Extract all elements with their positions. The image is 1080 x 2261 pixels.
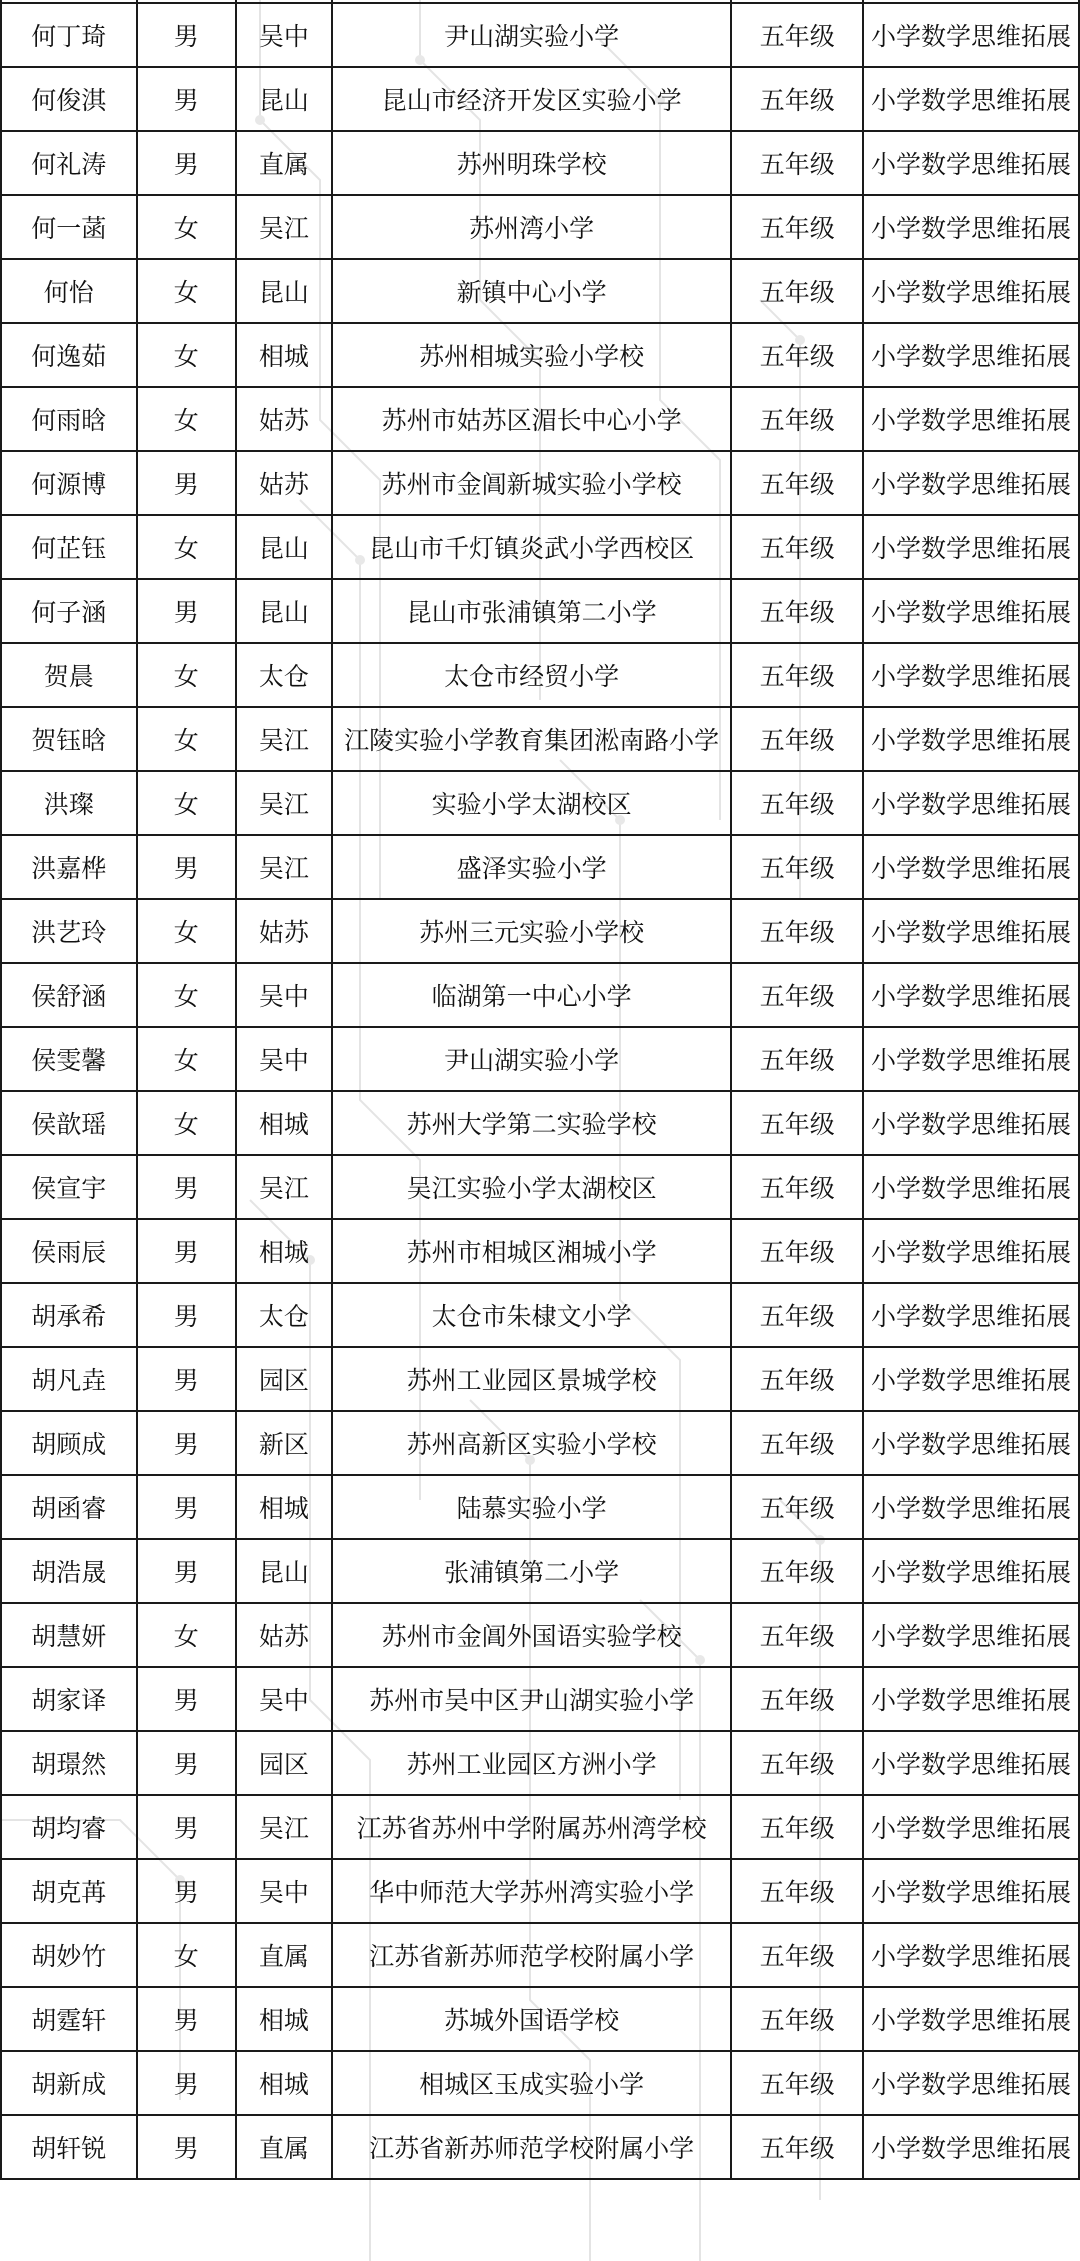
cell-subject: 小学数学思维拓展 bbox=[863, 1667, 1079, 1731]
cell-school: 苏州市相城区湘城小学 bbox=[332, 1219, 732, 1283]
cell-district: 吴江 bbox=[236, 771, 332, 835]
table-row bbox=[1, 451, 1079, 515]
cell-name: 何怡 bbox=[1, 259, 137, 323]
cell-subject: 小学数学思维拓展 bbox=[863, 387, 1079, 451]
cell-district: 吴中 bbox=[236, 3, 332, 67]
cell-name: 胡新成 bbox=[1, 2051, 137, 2115]
cell-gender: 男 bbox=[137, 131, 236, 195]
cell-district: 吴江 bbox=[236, 195, 332, 259]
table-row bbox=[1, 579, 1079, 643]
cell-grade: 五年级 bbox=[731, 707, 863, 771]
cell-school: 苏州市金阊新城实验小学校 bbox=[332, 451, 732, 515]
cell-name: 侯宣宇 bbox=[1, 1155, 137, 1219]
cell-name: 洪艺玲 bbox=[1, 899, 137, 963]
cell-grade: 五年级 bbox=[731, 1475, 863, 1539]
cell-grade: 五年级 bbox=[731, 1667, 863, 1731]
cell-district: 太仓 bbox=[236, 643, 332, 707]
cell-gender: 男 bbox=[137, 1859, 236, 1923]
cell-name: 胡浩晟 bbox=[1, 1539, 137, 1603]
cell-school: 新镇中心小学 bbox=[332, 259, 732, 323]
table-row bbox=[1, 515, 1079, 579]
cell-gender: 男 bbox=[137, 67, 236, 131]
cell-name: 贺晨 bbox=[1, 643, 137, 707]
cell-grade: 五年级 bbox=[731, 643, 863, 707]
cell-school: 苏州工业园区方洲小学 bbox=[332, 1731, 732, 1795]
table-row bbox=[1, 771, 1079, 835]
cell-subject: 小学数学思维拓展 bbox=[863, 67, 1079, 131]
cell-school: 苏州大学第二实验学校 bbox=[332, 1091, 732, 1155]
table-row bbox=[1, 259, 1079, 323]
table-row bbox=[1, 1731, 1079, 1795]
cell-name: 胡均睿 bbox=[1, 1795, 137, 1859]
cell-school: 苏州市金阊外国语实验学校 bbox=[332, 1603, 732, 1667]
cell-grade: 五年级 bbox=[731, 1603, 863, 1667]
cell-school: 苏州湾小学 bbox=[332, 195, 732, 259]
cell-gender: 男 bbox=[137, 451, 236, 515]
table-row bbox=[1, 3, 1079, 67]
cell-subject: 小学数学思维拓展 bbox=[863, 1539, 1079, 1603]
cell-gender: 女 bbox=[137, 643, 236, 707]
cell-name: 胡慧妍 bbox=[1, 1603, 137, 1667]
cell-subject: 小学数学思维拓展 bbox=[863, 1027, 1079, 1091]
cell-grade: 五年级 bbox=[731, 1219, 863, 1283]
cell-district: 吴江 bbox=[236, 835, 332, 899]
cell-district: 昆山 bbox=[236, 67, 332, 131]
table-row bbox=[1, 707, 1079, 771]
cell-school: 苏州明珠学校 bbox=[332, 131, 732, 195]
cell-name: 何逸茹 bbox=[1, 323, 137, 387]
table-row bbox=[1, 835, 1079, 899]
cell-grade: 五年级 bbox=[731, 259, 863, 323]
cell-district: 吴江 bbox=[236, 1795, 332, 1859]
cell-district: 昆山 bbox=[236, 1539, 332, 1603]
cell-gender: 女 bbox=[137, 323, 236, 387]
table-row bbox=[1, 1923, 1079, 1987]
cell-district: 姑苏 bbox=[236, 451, 332, 515]
cell-district: 相城 bbox=[236, 1987, 332, 2051]
cell-subject: 小学数学思维拓展 bbox=[863, 707, 1079, 771]
cell-grade: 五年级 bbox=[731, 1347, 863, 1411]
cell-school: 实验小学太湖校区 bbox=[332, 771, 732, 835]
cell-name: 侯雨辰 bbox=[1, 1219, 137, 1283]
cell-district: 直属 bbox=[236, 1923, 332, 1987]
cell-name: 何俊淇 bbox=[1, 67, 137, 131]
cell-district: 相城 bbox=[236, 1091, 332, 1155]
cell-school: 吴江实验小学太湖校区 bbox=[332, 1155, 732, 1219]
cell-grade: 五年级 bbox=[731, 1731, 863, 1795]
cell-gender: 女 bbox=[137, 771, 236, 835]
table-row bbox=[1, 1667, 1079, 1731]
cell-subject: 小学数学思维拓展 bbox=[863, 1603, 1079, 1667]
cell-subject: 小学数学思维拓展 bbox=[863, 2051, 1079, 2115]
cell-school: 临湖第一中心小学 bbox=[332, 963, 732, 1027]
roster-body bbox=[1, 0, 1079, 2179]
cell-grade: 五年级 bbox=[731, 67, 863, 131]
cell-grade: 五年级 bbox=[731, 1027, 863, 1091]
cell-name: 胡承希 bbox=[1, 1283, 137, 1347]
cell-gender: 男 bbox=[137, 1347, 236, 1411]
table-row bbox=[1, 195, 1079, 259]
cell-district: 直属 bbox=[236, 131, 332, 195]
cell-subject: 小学数学思维拓展 bbox=[863, 1731, 1079, 1795]
cell-name: 胡顾成 bbox=[1, 1411, 137, 1475]
cell-name: 贺钰晗 bbox=[1, 707, 137, 771]
cell-school: 张浦镇第二小学 bbox=[332, 1539, 732, 1603]
cell-gender: 男 bbox=[137, 1667, 236, 1731]
cell-grade: 五年级 bbox=[731, 579, 863, 643]
cell-subject: 小学数学思维拓展 bbox=[863, 131, 1079, 195]
cell-gender: 女 bbox=[137, 195, 236, 259]
cell-gender: 女 bbox=[137, 1091, 236, 1155]
cell-gender: 男 bbox=[137, 2115, 236, 2179]
cell-grade: 五年级 bbox=[731, 1283, 863, 1347]
cell-grade: 五年级 bbox=[731, 1795, 863, 1859]
cell-district: 昆山 bbox=[236, 579, 332, 643]
cell-subject: 小学数学思维拓展 bbox=[863, 323, 1079, 387]
cell-district: 园区 bbox=[236, 1731, 332, 1795]
cell-district: 园区 bbox=[236, 1347, 332, 1411]
cell-school: 江苏省新苏师范学校附属小学 bbox=[332, 1923, 732, 1987]
cell-subject: 小学数学思维拓展 bbox=[863, 835, 1079, 899]
table-row bbox=[1, 1475, 1079, 1539]
cell-gender: 女 bbox=[137, 387, 236, 451]
cell-district: 姑苏 bbox=[236, 1603, 332, 1667]
cell-name: 胡霆轩 bbox=[1, 1987, 137, 2051]
cell-subject: 小学数学思维拓展 bbox=[863, 1283, 1079, 1347]
cell-subject: 小学数学思维拓展 bbox=[863, 1795, 1079, 1859]
table-row bbox=[1, 1283, 1079, 1347]
cell-gender: 男 bbox=[137, 835, 236, 899]
cell-gender: 女 bbox=[137, 707, 236, 771]
cell-name: 何芷钰 bbox=[1, 515, 137, 579]
cell-subject: 小学数学思维拓展 bbox=[863, 259, 1079, 323]
cell-subject: 小学数学思维拓展 bbox=[863, 3, 1079, 67]
cell-name: 何子涵 bbox=[1, 579, 137, 643]
cell-grade: 五年级 bbox=[731, 387, 863, 451]
cell-gender: 女 bbox=[137, 259, 236, 323]
table-row bbox=[1, 899, 1079, 963]
cell-subject: 小学数学思维拓展 bbox=[863, 451, 1079, 515]
table-row bbox=[1, 131, 1079, 195]
table-row bbox=[1, 1987, 1079, 2051]
cell-name: 胡家译 bbox=[1, 1667, 137, 1731]
cell-district: 吴中 bbox=[236, 963, 332, 1027]
cell-grade: 五年级 bbox=[731, 899, 863, 963]
cell-school: 江苏省苏州中学附属苏州湾学校 bbox=[332, 1795, 732, 1859]
cell-gender: 男 bbox=[137, 1283, 236, 1347]
table-row bbox=[1, 1859, 1079, 1923]
cell-subject: 小学数学思维拓展 bbox=[863, 643, 1079, 707]
cell-district: 相城 bbox=[236, 323, 332, 387]
cell-district: 相城 bbox=[236, 2051, 332, 2115]
cell-name: 何源博 bbox=[1, 451, 137, 515]
cell-district: 姑苏 bbox=[236, 387, 332, 451]
cell-school: 苏州市姑苏区湄长中心小学 bbox=[332, 387, 732, 451]
cell-gender: 男 bbox=[137, 1795, 236, 1859]
cell-name: 胡轩锐 bbox=[1, 2115, 137, 2179]
cell-grade: 五年级 bbox=[731, 1155, 863, 1219]
cell-name: 侯歆瑶 bbox=[1, 1091, 137, 1155]
cell-district: 相城 bbox=[236, 1219, 332, 1283]
cell-grade: 五年级 bbox=[731, 1923, 863, 1987]
table-row bbox=[1, 2051, 1079, 2115]
table-row bbox=[1, 1795, 1079, 1859]
table-row bbox=[1, 643, 1079, 707]
table-row bbox=[1, 963, 1079, 1027]
cell-subject: 小学数学思维拓展 bbox=[863, 1411, 1079, 1475]
cell-district: 昆山 bbox=[236, 515, 332, 579]
table-row bbox=[1, 1539, 1079, 1603]
cell-district: 吴中 bbox=[236, 1027, 332, 1091]
table-row bbox=[1, 387, 1079, 451]
cell-subject: 小学数学思维拓展 bbox=[863, 1155, 1079, 1219]
cell-name: 洪嘉桦 bbox=[1, 835, 137, 899]
cell-subject: 小学数学思维拓展 bbox=[863, 1859, 1079, 1923]
cell-subject: 小学数学思维拓展 bbox=[863, 579, 1079, 643]
cell-grade: 五年级 bbox=[731, 195, 863, 259]
cell-grade: 五年级 bbox=[731, 835, 863, 899]
cell-grade: 五年级 bbox=[731, 1411, 863, 1475]
cell-gender: 男 bbox=[137, 1731, 236, 1795]
cell-subject: 小学数学思维拓展 bbox=[863, 195, 1079, 259]
cell-grade: 五年级 bbox=[731, 131, 863, 195]
table-row bbox=[1, 1347, 1079, 1411]
cell-school: 太仓市经贸小学 bbox=[332, 643, 732, 707]
cell-name: 胡凡垚 bbox=[1, 1347, 137, 1411]
cell-school: 华中师范大学苏州湾实验小学 bbox=[332, 1859, 732, 1923]
cell-gender: 男 bbox=[137, 1155, 236, 1219]
cell-subject: 小学数学思维拓展 bbox=[863, 1923, 1079, 1987]
cell-gender: 女 bbox=[137, 1027, 236, 1091]
cell-grade: 五年级 bbox=[731, 1859, 863, 1923]
cell-district: 太仓 bbox=[236, 1283, 332, 1347]
cell-subject: 小学数学思维拓展 bbox=[863, 515, 1079, 579]
cell-subject: 小学数学思维拓展 bbox=[863, 2115, 1079, 2179]
cell-school: 昆山市千灯镇炎武小学西校区 bbox=[332, 515, 732, 579]
cell-school: 苏州市吴中区尹山湖实验小学 bbox=[332, 1667, 732, 1731]
cell-name: 侯雯馨 bbox=[1, 1027, 137, 1091]
cell-gender: 男 bbox=[137, 1987, 236, 2051]
cell-grade: 五年级 bbox=[731, 515, 863, 579]
cell-gender: 女 bbox=[137, 963, 236, 1027]
cell-school: 尹山湖实验小学 bbox=[332, 3, 732, 67]
cell-subject: 小学数学思维拓展 bbox=[863, 1091, 1079, 1155]
cell-school: 苏州三元实验小学校 bbox=[332, 899, 732, 963]
cell-grade: 五年级 bbox=[731, 451, 863, 515]
cell-gender: 女 bbox=[137, 1603, 236, 1667]
cell-name: 洪璨 bbox=[1, 771, 137, 835]
cell-school: 苏州工业园区景城学校 bbox=[332, 1347, 732, 1411]
table-row bbox=[1, 1155, 1079, 1219]
cell-school: 苏州高新区实验小学校 bbox=[332, 1411, 732, 1475]
cell-school: 江陵实验小学教育集团淞南路小学 bbox=[332, 707, 732, 771]
cell-school: 太仓市朱棣文小学 bbox=[332, 1283, 732, 1347]
table-row bbox=[1, 1603, 1079, 1667]
cell-grade: 五年级 bbox=[731, 1539, 863, 1603]
table-row bbox=[1, 67, 1079, 131]
cell-grade: 五年级 bbox=[731, 2051, 863, 2115]
table-row bbox=[1, 323, 1079, 387]
table-row bbox=[1, 1091, 1079, 1155]
cell-gender: 男 bbox=[137, 3, 236, 67]
cell-grade: 五年级 bbox=[731, 323, 863, 387]
cell-name: 胡函睿 bbox=[1, 1475, 137, 1539]
cell-subject: 小学数学思维拓展 bbox=[863, 1219, 1079, 1283]
cell-gender: 男 bbox=[137, 579, 236, 643]
cell-subject: 小学数学思维拓展 bbox=[863, 771, 1079, 835]
cell-gender: 女 bbox=[137, 899, 236, 963]
cell-school: 尹山湖实验小学 bbox=[332, 1027, 732, 1091]
cell-name: 侯舒涵 bbox=[1, 963, 137, 1027]
cell-grade: 五年级 bbox=[731, 1091, 863, 1155]
cell-grade: 五年级 bbox=[731, 2115, 863, 2179]
cell-school: 盛泽实验小学 bbox=[332, 835, 732, 899]
cell-grade: 五年级 bbox=[731, 1987, 863, 2051]
cell-school: 昆山市经济开发区实验小学 bbox=[332, 67, 732, 131]
cell-gender: 男 bbox=[137, 1539, 236, 1603]
cell-subject: 小学数学思维拓展 bbox=[863, 963, 1079, 1027]
cell-gender: 男 bbox=[137, 1411, 236, 1475]
cell-district: 吴江 bbox=[236, 1155, 332, 1219]
cell-school: 苏州相城实验小学校 bbox=[332, 323, 732, 387]
cell-name: 何礼涛 bbox=[1, 131, 137, 195]
cell-name: 何丁琦 bbox=[1, 3, 137, 67]
cell-school: 江苏省新苏师范学校附属小学 bbox=[332, 2115, 732, 2179]
cell-grade: 五年级 bbox=[731, 771, 863, 835]
cell-name: 胡璟然 bbox=[1, 1731, 137, 1795]
cell-school: 苏城外国语学校 bbox=[332, 1987, 732, 2051]
cell-district: 新区 bbox=[236, 1411, 332, 1475]
cell-district: 吴中 bbox=[236, 1859, 332, 1923]
cell-gender: 女 bbox=[137, 515, 236, 579]
cell-district: 直属 bbox=[236, 2115, 332, 2179]
cell-name: 何雨晗 bbox=[1, 387, 137, 451]
cell-district: 吴江 bbox=[236, 707, 332, 771]
cell-school: 陆慕实验小学 bbox=[332, 1475, 732, 1539]
cell-subject: 小学数学思维拓展 bbox=[863, 1347, 1079, 1411]
cell-name: 胡克苒 bbox=[1, 1859, 137, 1923]
table-row bbox=[1, 1027, 1079, 1091]
cell-gender: 男 bbox=[137, 1219, 236, 1283]
cell-school: 昆山市张浦镇第二小学 bbox=[332, 579, 732, 643]
cell-grade: 五年级 bbox=[731, 3, 863, 67]
table-row bbox=[1, 1411, 1079, 1475]
cell-gender: 男 bbox=[137, 1475, 236, 1539]
cell-gender: 男 bbox=[137, 2051, 236, 2115]
cell-name: 何一菡 bbox=[1, 195, 137, 259]
cell-district: 相城 bbox=[236, 1475, 332, 1539]
cell-subject: 小学数学思维拓展 bbox=[863, 1987, 1079, 2051]
cell-district: 昆山 bbox=[236, 259, 332, 323]
table-row bbox=[1, 2115, 1079, 2179]
cell-name: 胡妙竹 bbox=[1, 1923, 137, 1987]
cell-subject: 小学数学思维拓展 bbox=[863, 1475, 1079, 1539]
cell-district: 姑苏 bbox=[236, 899, 332, 963]
cell-grade: 五年级 bbox=[731, 963, 863, 1027]
cell-subject: 小学数学思维拓展 bbox=[863, 899, 1079, 963]
cell-district: 吴中 bbox=[236, 1667, 332, 1731]
cell-school: 相城区玉成实验小学 bbox=[332, 2051, 732, 2115]
table-row bbox=[1, 1219, 1079, 1283]
cell-gender: 女 bbox=[137, 1923, 236, 1987]
